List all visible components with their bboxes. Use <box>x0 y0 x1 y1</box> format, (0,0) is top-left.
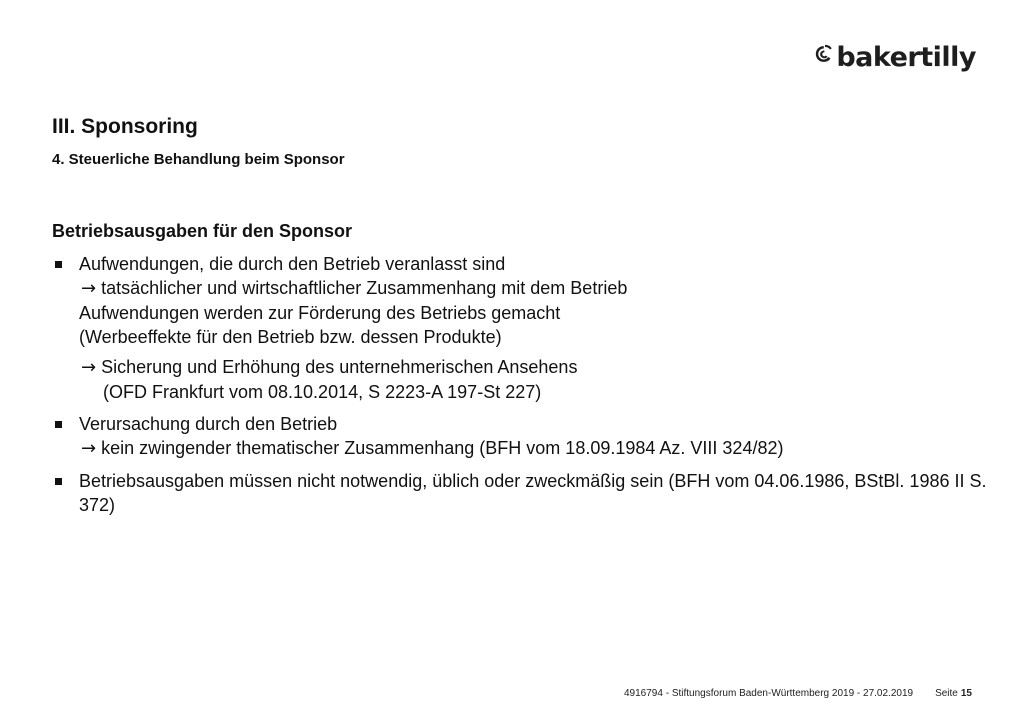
bullet-text: Betriebsausgaben müssen nicht notwendig, üblich oder zweckmäßig sein (BFH vom 04.06.1986, BStBl. 1986 II S. 372) <box>79 471 987 515</box>
list-item <box>52 412 992 461</box>
bakertilly-swirl-icon <box>814 38 832 70</box>
page-title: III. Sponsoring <box>52 115 198 138</box>
bullet-text: (Werbeeffekte für den Betrieb bzw. dessen Produkte) <box>79 327 502 347</box>
page-number: 15 <box>960 688 972 699</box>
logo-wordmark: bakertilly <box>836 41 976 73</box>
list-item <box>52 252 992 404</box>
bullet-text: Aufwendungen werden zur Förderung des Betriebs gemacht <box>79 303 561 323</box>
footer <box>624 688 972 700</box>
bullet-text: (OFD Frankfurt vom 08.10.2014, S 2223-A 197-St 227) <box>103 382 542 402</box>
bullet-text: Aufwendungen, die durch den Betrieb veranlasst sind <box>79 254 506 274</box>
bullet-list <box>52 252 992 525</box>
arrow-right-icon: → <box>81 278 97 299</box>
bullet-subline <box>79 355 992 380</box>
bullet-subline <box>79 436 992 461</box>
page-label: Seite <box>935 688 958 699</box>
bullet-subline <box>79 276 992 301</box>
arrow-right-icon: → <box>81 438 97 459</box>
square-bullet-icon <box>55 478 62 485</box>
company-logo <box>814 30 976 78</box>
footer-text: 4916794 - Stiftungsforum Baden-Württemberg 2019 - 27.02.2019 <box>624 688 914 699</box>
bullet-text: Verursachung durch den Betrieb <box>79 414 338 434</box>
section-heading: Betriebsausgaben für den Sponsor <box>52 221 353 241</box>
square-bullet-icon <box>55 261 62 268</box>
square-bullet-icon <box>55 421 62 428</box>
bullet-text: tatsächlicher und wirtschaftlicher Zusammenhang mit dem Betrieb <box>101 278 628 298</box>
page-subtitle: 4. Steuerliche Behandlung beim Sponsor <box>52 151 345 168</box>
bullet-text: Sicherung und Erhöhung des unternehmerischen Ansehens <box>101 357 578 377</box>
bullet-sub-block <box>79 355 992 404</box>
arrow-right-icon: → <box>81 357 97 378</box>
bullet-text: kein zwingender thematischer Zusammenhang (BFH vom 18.09.1984 Az. VIII 324/82) <box>101 438 784 458</box>
list-item <box>52 469 992 517</box>
